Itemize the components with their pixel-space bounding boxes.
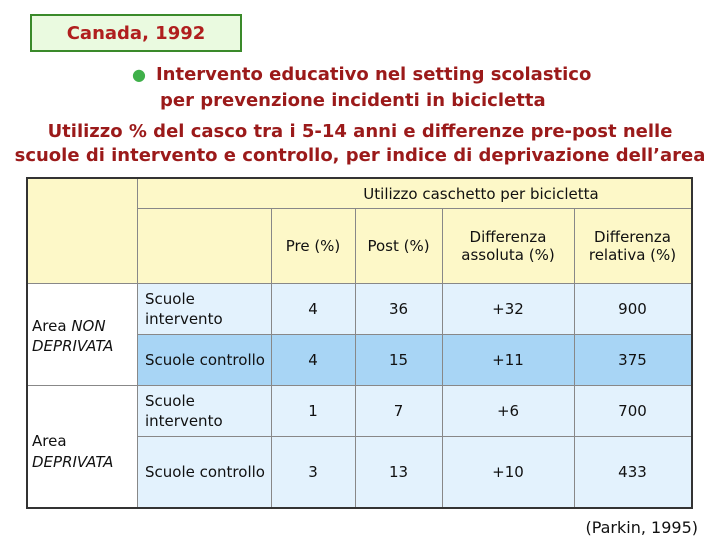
column-header-pre: Pre (%) [285, 236, 341, 255]
cell-post: 15 [388, 350, 409, 369]
column-header-rel: Differenza relativa (%) [588, 227, 677, 264]
cell-pre: 4 [308, 350, 318, 369]
subtitle-line2: scuole di intervento e controllo, per indice di deprivazione dell’area [14, 145, 706, 166]
group-header: Utilizzo caschetto per bicicletta [363, 184, 599, 203]
cell-rel: 433 [618, 462, 647, 481]
bullet-dot-icon: ● [132, 65, 146, 84]
cell-post: 7 [393, 401, 404, 420]
data-table [26, 177, 693, 509]
subtitle-line1: Utilizzo % del casco tra i 5-14 anni e differenze pre-post nelle [47, 121, 673, 142]
cell-pre: 4 [308, 299, 318, 318]
cell-rel: 375 [618, 350, 647, 369]
cell-pre: 1 [308, 401, 318, 420]
cell-post: 36 [388, 299, 409, 318]
slide-title-box [30, 14, 242, 52]
bullet-text-line2: per prevenzione incidenti in bicicletta [160, 90, 546, 111]
row-school-label: Scuole controllo [145, 350, 265, 369]
bullet-item [132, 64, 591, 85]
row-school-label: Scuole intervento [145, 289, 223, 328]
column-header-abs: Differenza assoluta (%) [461, 227, 555, 264]
cell-pre: 3 [308, 462, 318, 481]
area-label-deprivata: Area DEPRIVATA [32, 432, 114, 471]
column-header-post: Post (%) [367, 236, 430, 255]
cell-abs: +32 [492, 299, 524, 318]
cell-abs: +10 [492, 462, 524, 481]
slide-title: Canada, 1992 [66, 22, 206, 44]
area-label-non-deprivata: Area NON DEPRIVATA [32, 317, 114, 355]
cell-post: 13 [388, 462, 409, 481]
row-school-label: Scuole intervento [145, 391, 223, 430]
row-school-label: Scuole controllo [145, 462, 265, 481]
cell-abs: +11 [492, 350, 524, 369]
grid-line [137, 179, 138, 507]
citation: (Parkin, 1995) [585, 518, 698, 537]
cell-rel: 700 [618, 401, 647, 420]
bullet-text-line1: Intervento educativo nel setting scolastico [155, 64, 592, 85]
cell-rel: 900 [618, 299, 647, 318]
cell-abs: +6 [496, 401, 520, 420]
